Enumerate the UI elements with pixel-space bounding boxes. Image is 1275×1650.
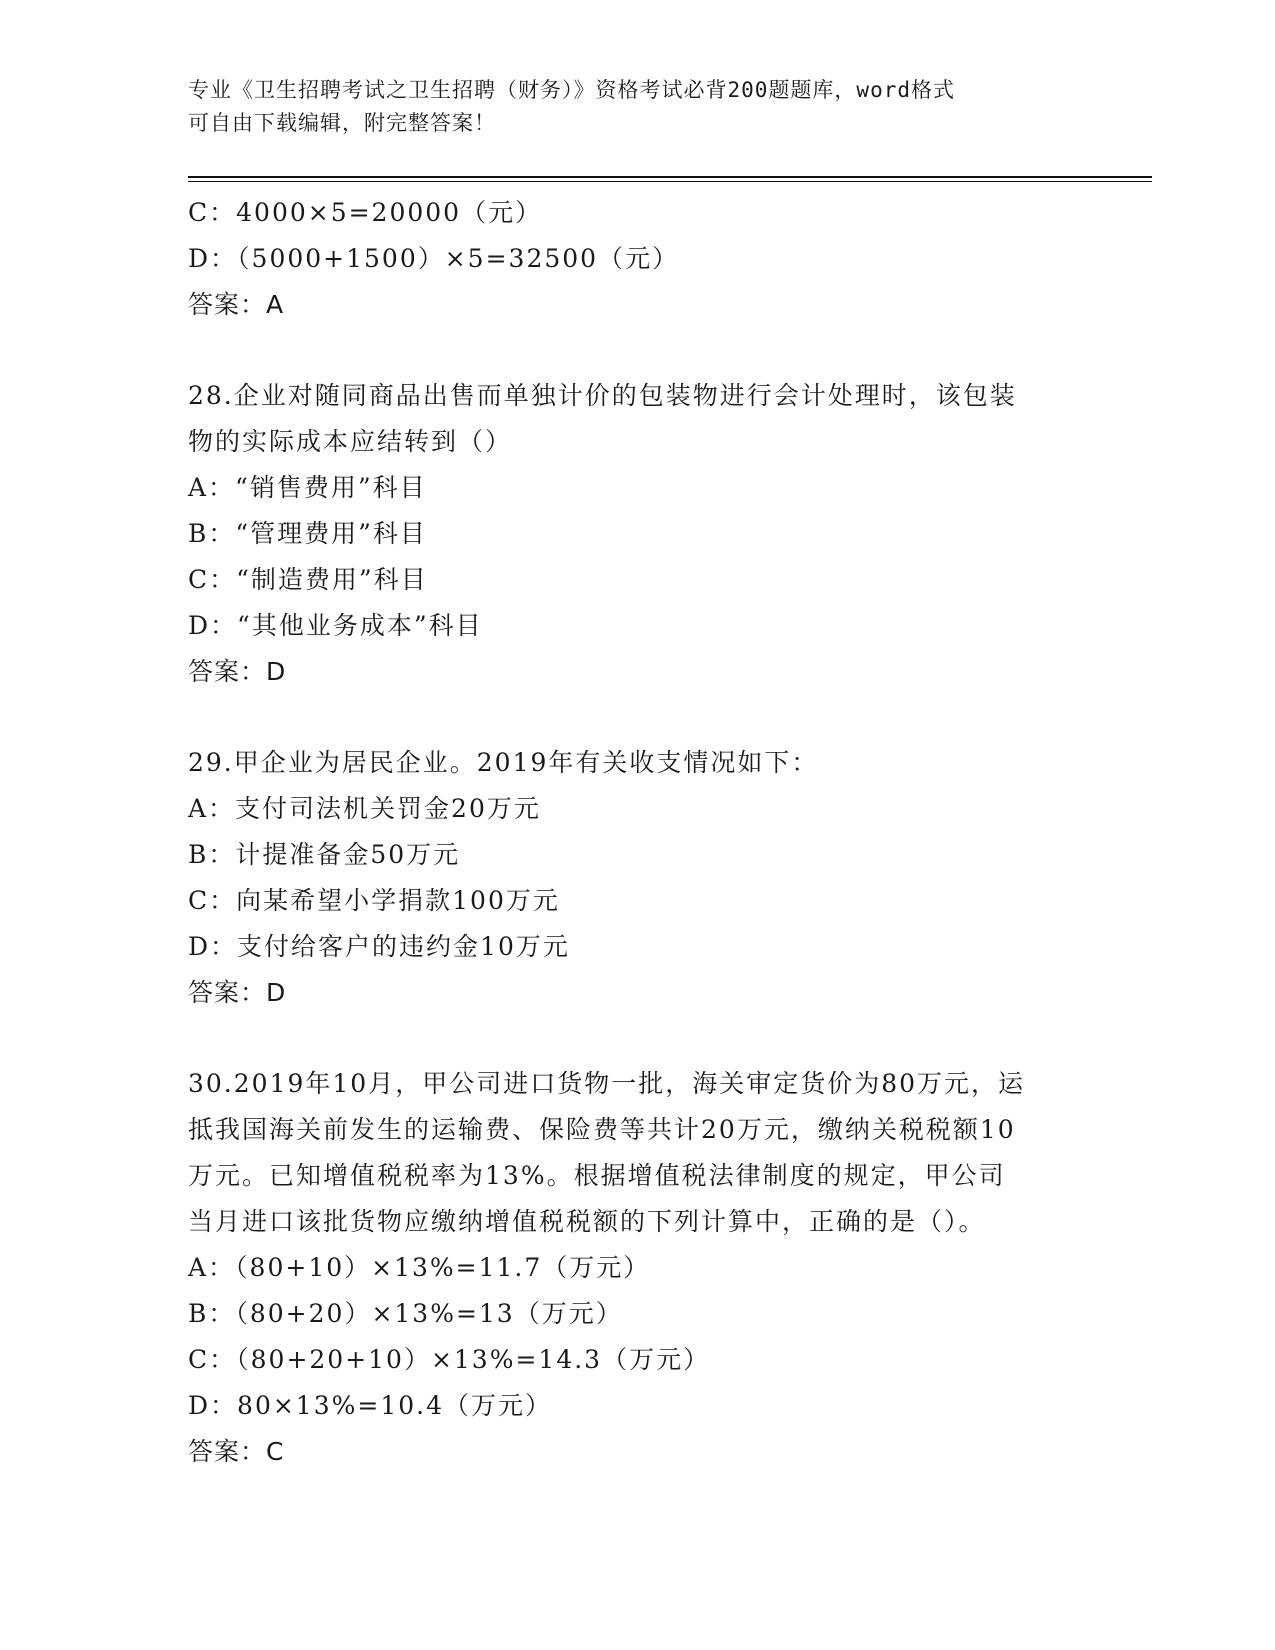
answer-line: 答案：D [188,978,287,1007]
option-c: C：4000×5=20000（元） [188,198,543,227]
option-a: A：（80+10）×13%=11.7（万元） [188,1253,651,1282]
spacer [188,1016,1088,1061]
question-stem-line: 物的实际成本应结转到（） [188,427,513,456]
option-a: A：支付司法机关罚金20万元 [188,794,541,823]
answer-line: 答案：C [188,1437,285,1466]
header-divider-thin [188,181,1152,182]
question-list [188,190,1088,1475]
header-title-line-1: 专业《卫生招聘考试之卫生招聘（财务）》资格考试必背200题题库，word格式 [188,78,955,102]
question-stem-line: 当月进口该批货物应缴纳增值税税额的下列计算中，正确的是（）。 [188,1207,986,1236]
option-c: C：（80+20+10）×13%=14.3（万元） [188,1345,711,1374]
header-title-line-2: 可自由下载编辑，附完整答案！ [188,111,496,135]
question-stem-line: 29.甲企业为居民企业。2019年有关收支情况如下： [188,748,819,777]
question-block-28 [188,373,1088,695]
option-c: C：“制造费用”科目 [188,565,428,594]
option-a: A：“销售费用”科目 [188,473,427,502]
answer-line: 答案：A [188,290,285,319]
option-d: D：（5000+1500）×5=32500（元） [188,244,680,273]
option-d: D：支付给客户的违约金10万元 [188,932,570,961]
question-block-30 [188,1061,1088,1475]
question-stem-line: 抵我国海关前发生的运输费、保险费等共计20万元，缴纳关税税额10 [188,1115,1016,1144]
question-stem-line: 万元。已知增值税税率为13%。根据增值税法律制度的规定，甲公司 [188,1161,1006,1190]
question-block-29 [188,740,1088,1016]
spacer [188,328,1088,373]
option-b: B：（80+20）×13%=13（万元） [188,1299,623,1328]
option-d: D：80×13%=10.4（万元） [188,1391,552,1420]
document-header [188,74,1088,140]
question-block-27 [188,190,1088,328]
answer-line: 答案：D [188,657,287,686]
spacer [188,695,1088,740]
option-d: D：“其他业务成本”科目 [188,611,483,640]
option-b: B：“管理费用”科目 [188,519,427,548]
option-b: B：计提准备金50万元 [188,840,461,869]
option-c: C：向某希望小学捐款100万元 [188,886,560,915]
header-divider-thick [188,176,1152,178]
question-stem-line: 28.企业对随同商品出售而单独计价的包装物进行会计处理时，该包装 [188,381,1017,410]
question-stem-line: 30.2019年10月，甲公司进口货物一批，海关审定货价为80万元，运 [188,1069,1026,1098]
